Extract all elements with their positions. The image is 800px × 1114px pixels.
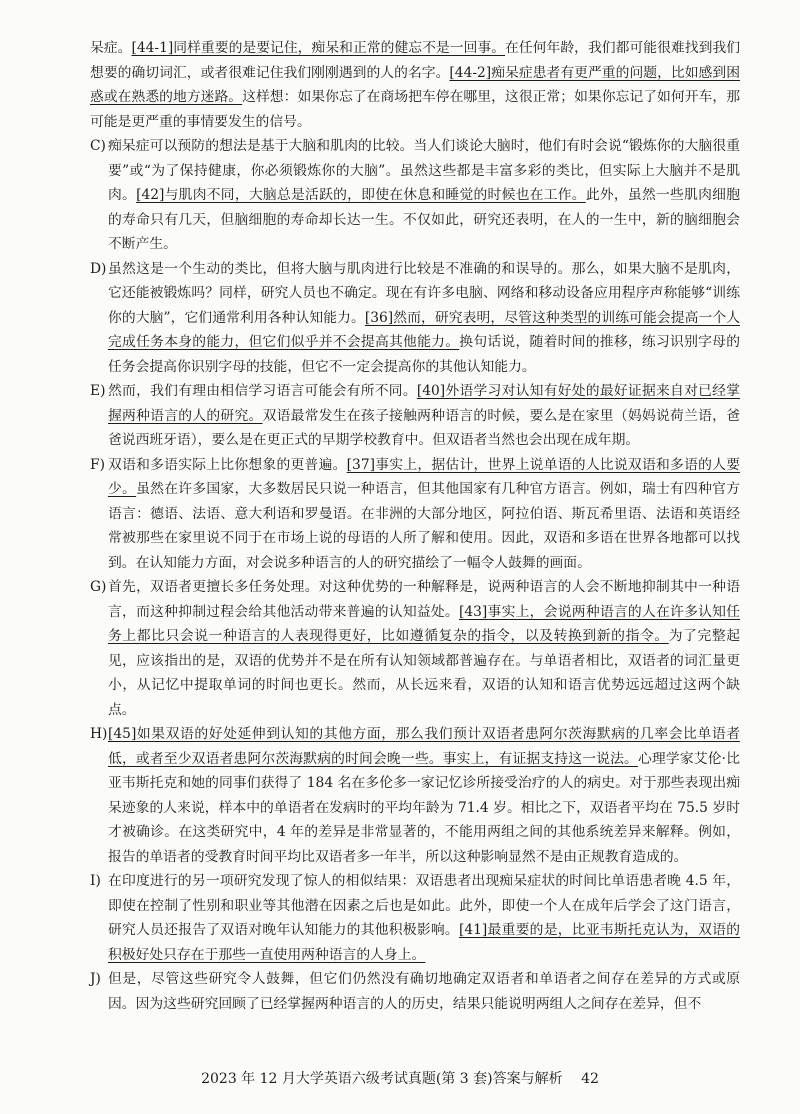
underlined-answer-sentence: [44-1]同样重要的是要记住，痴呆和正常的健忘不是一回事。	[131, 40, 506, 56]
paragraph-text	[108, 869, 740, 967]
underlined-answer-sentence: [44-2]痴呆症患者有更严重的问题，比如感到困惑或在熟悉的地方迷路。	[90, 64, 741, 105]
lettered-paragraph	[90, 257, 740, 380]
page-footer	[0, 1068, 800, 1088]
text-run: 双语最常发生在孩子接触两种语言的时候，要么是在家里（妈妈说荷兰语，爸爸说西班牙语），要么是在更正式的早期学校教育中。但双语者当然也会出现在成年期。	[108, 407, 741, 448]
lettered-paragraph	[90, 722, 740, 869]
paragraph-text	[108, 379, 740, 453]
paragraph-text	[108, 722, 740, 869]
page-content	[90, 36, 740, 1016]
text-run: 心理学家艾伦·比亚韦斯托克和她的同事们获得了 184 名在多伦多一家记忆诊所接受治疗的人的病史。对于那些表现出痴呆迹象的人来说，样本中的单语者在发病时的平均年龄为 71.4 岁。相比之下，双语者平均在 75.5 岁时才被确诊。在这类研究中，4 年的差异是非常显著的，不能用两组之间的其他系统差异来解释。例如，报告的单语者的受教育时间平均比双语者多一年半，所以这种影响显然不是由正规教育造成的。	[108, 750, 740, 865]
page-number: 42	[581, 1071, 599, 1087]
text-run: 呆症。	[90, 40, 132, 56]
text-run: 此外，虽然一些肌肉细胞的寿命只有几天，但脑细胞的寿命却长达一生。不仅如此，研究还表明，在人的一生中，新的脑细胞会不断产生。	[108, 187, 740, 252]
paragraph-text	[108, 134, 740, 257]
paragraph-label: F)	[90, 456, 105, 473]
paragraph-label: D)	[90, 260, 107, 277]
paragraph-text	[108, 453, 740, 576]
text-run: 这样想：如果你忘了在商场把车停在哪里，这很正常；如果你忘记了如何开车，那可能是更严重的事情要发生的信号。	[90, 89, 741, 130]
text-run: 在印度进行的另一项研究发现了惊人的相似结果：双语患者出现痴呆症状的时间比单语患者晚 4.5 年，即使在控制了性别和职业等其他潜在因素之后也是如此。此外，即使一个人在成年后学会了这门语言，研究人员还报告了双语对晚年认知能力的其他积极影响。	[108, 873, 740, 938]
paragraph-text	[108, 575, 740, 722]
paragraph-text	[108, 257, 740, 380]
text-run: 换句话说，随着时间的推移，练习识别字母的任务会提高你识别字母的技能，但它不一定会提高你的其他认知能力。	[108, 334, 741, 375]
text-run: 在任何年龄，我们都可能很难找到我们想要的确切词汇，或者很难记住我们刚刚遇到的人的名字。	[90, 40, 741, 81]
paragraph-label: C)	[90, 138, 106, 154]
text-run: 首先，双语者更擅长多任务处理。对这种优势的一种解释是，说两种语言的人会不断地抑制其中一种语言，而这种抑制过程会给其他活动带来普遍的认知益处。	[108, 579, 740, 620]
footer-title: 2023 年 12 月大学英语六级考试真题(第 3 套)答案与解析	[201, 1071, 563, 1087]
text-run: 痴呆症可以预防的想法是基于大脑和肌肉的比较。当人们谈论大脑时，他们有时会说“锻炼你的大脑很重要”或“为了保持健康，你必须锻炼你的大脑”。虽然这些都是丰富多彩的类比，但实际上大脑并不是肌肉。	[108, 138, 740, 203]
underlined-answer-sentence: [45]如果双语的好处延伸到认知的其他方面，那么我们预计双语者患阿尔茨海默病的几率会比单语者低，或者至少双语者患阿尔茨海默病的时间会晚一些。事实上，有证据支持这一说法。	[108, 726, 740, 767]
underlined-answer-sentence: [42]与肌肉不同，大脑总是活跃的，即使在休息和睡觉的时候也在工作。	[136, 187, 586, 203]
underlined-answer-sentence: [37]事实上，据估计，世界上说单语的人比说双语和多语的人要少。	[108, 456, 741, 497]
paragraph-continuation	[90, 36, 740, 134]
paragraph-label: E)	[90, 383, 106, 399]
lettered-paragraph	[90, 967, 740, 1016]
lettered-paragraph	[90, 575, 740, 722]
underlined-answer-sentence: [36]然而，研究表明，尽管这种类型的训练可能会提高一个人完成任务本身的能力，但它们似乎并不会提高其他能力。	[108, 309, 740, 350]
lettered-paragraph	[90, 134, 740, 257]
lettered-paragraph	[90, 453, 740, 576]
paragraph-label: I)	[90, 873, 101, 889]
lettered-paragraph	[90, 379, 740, 453]
underlined-answer-sentence: [40]外语学习对认知有好处的最好证据来自对已经掌握两种语言的人的研究。	[108, 383, 740, 424]
underlined-answer-sentence: [43]事实上，会说两种语言的人在许多认知任务上都比只会说一种语言的人表现得更好，比如遵循复杂的指令，以及转换到新的指令。	[108, 603, 741, 644]
lettered-paragraph	[90, 869, 740, 967]
text-run: 为了完整起见，应该指出的是，双语的优势并不是在所有认知领域都普遍存在。与单语者相比，双语者的词汇量更小，从记忆中提取单词的时间也更长。然而，从长远来看，双语的认知和语言优势远远超过这两个缺点。	[108, 628, 741, 718]
text-run: 双语和多语实际上比你想象的更普遍。	[108, 456, 347, 473]
text-run: 虽然这是一个生动的类比，但将大脑与肌肉进行比较是不准确的和误导的。那么，如果大脑不是肌肉，它还能被锻炼吗？同样，研究人员也不确定。现在有许多电脑、网络和移动设备应用程序声称能够“训练你的大脑”，它们通常利用各种认知能力。	[108, 260, 740, 326]
paragraph-list	[90, 134, 740, 1016]
text-run: 然而，我们有理由相信学习语言可能会有所不同。	[108, 383, 417, 399]
text-run: 虽然在许多国家，大多数居民只说一种语言，但其他国家有几种官方语言。例如，瑞士有四种官方语言：德语、法语、意大利语和罗曼语。在非洲的大部分地区，阿拉伯语、斯瓦希里语、法语和英语经常被那些在家里说不同于在市场上说的母语的人所了解和使用。因此，双语和多语在世界各地都可以找到。在认知能力方面，对会说多种语言的人的研究描绘了一幅令人鼓舞的画面。	[108, 481, 741, 571]
paragraph-label: J)	[90, 971, 101, 987]
paragraph-text	[108, 967, 740, 1016]
paragraph-label: H)	[90, 726, 108, 742]
underlined-answer-sentence: [41]最重要的是，比亚韦斯托克认为，双语的积极好处只存在于那些一直使用两种语言的人身上。	[108, 922, 741, 963]
paragraph-label: G)	[90, 579, 107, 595]
text-run: 但是，尽管这些研究令人鼓舞，但它们仍然没有确切地确定双语者和单语者之间存在差异的方式或原因。因为这些研究回顾了已经掌握两种语言的人的历史，结果只能说明两组人之间存在差异，但不	[108, 971, 740, 1012]
